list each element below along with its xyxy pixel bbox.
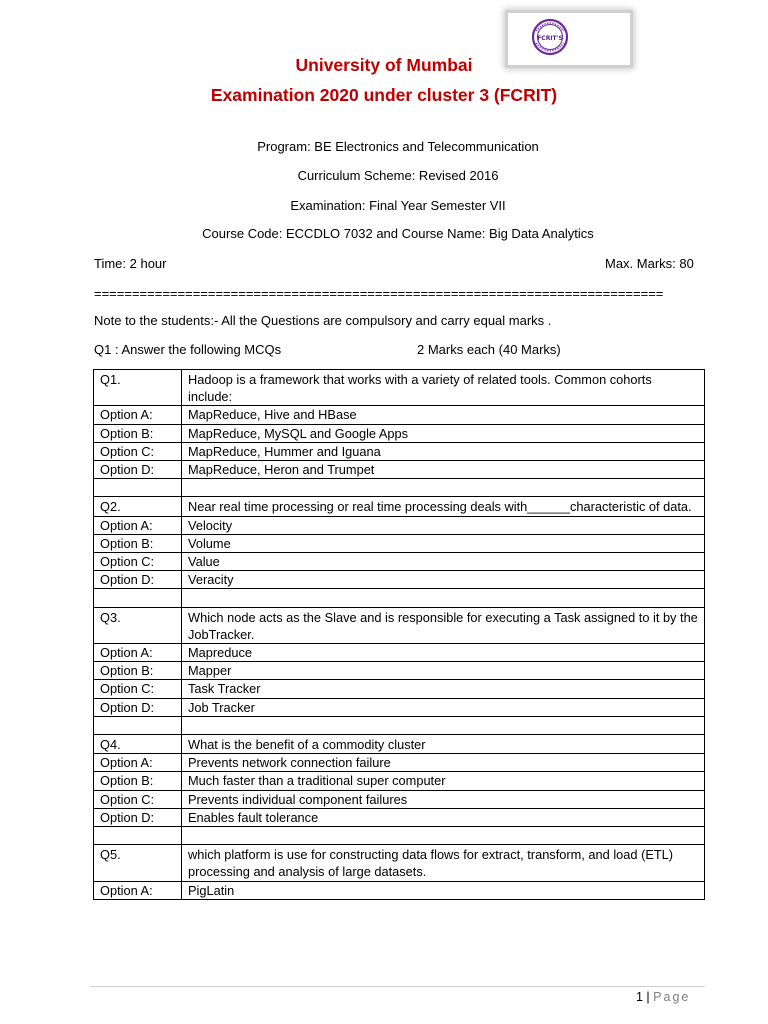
question-row (94, 845, 705, 881)
exam-title: Examination 2020 under cluster 3 (FCRIT) (210, 85, 558, 105)
question-number: Q5. (94, 845, 182, 881)
spacer-row (94, 479, 705, 497)
option-row (94, 680, 705, 698)
option-row (94, 461, 705, 479)
scheme-line: Curriculum Scheme: Revised 2016 (297, 168, 499, 183)
option-row (94, 442, 705, 460)
option-text: PigLatin (182, 881, 705, 899)
option-text: Volume (182, 534, 705, 552)
footer-divider (90, 986, 705, 987)
max-marks-label: Max. Marks: 80 (605, 256, 694, 271)
option-row (94, 424, 705, 442)
option-row (94, 571, 705, 589)
option-label: Option D: (94, 461, 182, 479)
q1-instruction: Q1 : Answer the following MCQs (94, 342, 282, 357)
mcq-table (93, 369, 705, 900)
question-number: Q4. (94, 735, 182, 754)
option-row (94, 644, 705, 662)
option-row (94, 808, 705, 826)
stamp-text: FCRIT'S (537, 35, 563, 42)
option-label: Option D: (94, 698, 182, 716)
option-text: Value (182, 553, 705, 571)
question-text: Near real time processing or real time processing deals with______characteristic of data. (182, 497, 705, 516)
question-row (94, 607, 705, 643)
page-separator: | (642, 990, 654, 1004)
option-label: Option C: (94, 553, 182, 571)
question-number: Q2. (94, 497, 182, 516)
option-label: Option C: (94, 680, 182, 698)
option-row (94, 553, 705, 571)
spacer-row (94, 716, 705, 734)
question-row (94, 735, 705, 754)
option-label: Option B: (94, 662, 182, 680)
option-text: Much faster than a traditional super computer (182, 772, 705, 790)
page-footer (636, 990, 690, 1004)
option-row (94, 534, 705, 552)
student-note: Note to the students:- All the Questions are compulsory and carry equal marks . (94, 313, 552, 328)
option-text: Velocity (182, 516, 705, 534)
option-row (94, 754, 705, 772)
option-text: Task Tracker (182, 680, 705, 698)
q1-marks: 2 Marks each (40 Marks) (417, 342, 561, 357)
page-label: Page (653, 990, 691, 1004)
option-text: Job Tracker (182, 698, 705, 716)
option-text: MapReduce, Hummer and Iguana (182, 442, 705, 460)
spacer-row (94, 827, 705, 845)
option-label: Option A: (94, 406, 182, 424)
course-line: Course Code: ECCDLO 7032 and Course Name: Big Data Analytics (202, 226, 594, 241)
option-row (94, 662, 705, 680)
option-row (94, 772, 705, 790)
option-label: Option D: (94, 571, 182, 589)
page-number: 1 (636, 990, 643, 1004)
time-label: Time: 2 hour (94, 256, 167, 271)
option-label: Option A: (94, 644, 182, 662)
option-text: Mapper (182, 662, 705, 680)
option-text: Veracity (182, 571, 705, 589)
question-row (94, 497, 705, 516)
option-label: Option A: (94, 881, 182, 899)
option-text: Prevents network connection failure (182, 754, 705, 772)
spacer-row (94, 589, 705, 607)
option-label: Option A: (94, 516, 182, 534)
seal-icon (530, 13, 570, 61)
option-row (94, 881, 705, 899)
question-text: Hadoop is a framework that works with a variety of related tools. Common cohorts include: (182, 370, 705, 406)
program-line: Program: BE Electronics and Telecommunication (257, 139, 539, 154)
option-label: Option D: (94, 808, 182, 826)
separator-line: =========================================================================== (94, 286, 664, 301)
option-text: MapReduce, MySQL and Google Apps (182, 424, 705, 442)
option-text: MapReduce, Heron and Trumpet (182, 461, 705, 479)
option-row (94, 406, 705, 424)
question-text: Which node acts as the Slave and is responsible for executing a Task assigned to it by the JobTracker. (182, 607, 705, 643)
question-text: What is the benefit of a commodity cluster (182, 735, 705, 754)
option-label: Option C: (94, 790, 182, 808)
option-label: Option C: (94, 442, 182, 460)
option-text: Enables fault tolerance (182, 808, 705, 826)
option-label: Option B: (94, 772, 182, 790)
option-label: Option A: (94, 754, 182, 772)
option-row (94, 698, 705, 716)
option-text: Prevents individual component failures (182, 790, 705, 808)
option-text: MapReduce, Hive and HBase (182, 406, 705, 424)
option-row (94, 790, 705, 808)
question-text: which platform is use for constructing data flows for extract, transform, and load (ETL) processing and analysis of large datasets. (182, 845, 705, 881)
question-row (94, 370, 705, 406)
examination-line: Examination: Final Year Semester VII (290, 198, 506, 213)
option-row (94, 516, 705, 534)
university-title: University of Mumbai (295, 55, 473, 75)
question-number: Q1. (94, 370, 182, 406)
option-label: Option B: (94, 424, 182, 442)
option-label: Option B: (94, 534, 182, 552)
question-number: Q3. (94, 607, 182, 643)
option-text: Mapreduce (182, 644, 705, 662)
